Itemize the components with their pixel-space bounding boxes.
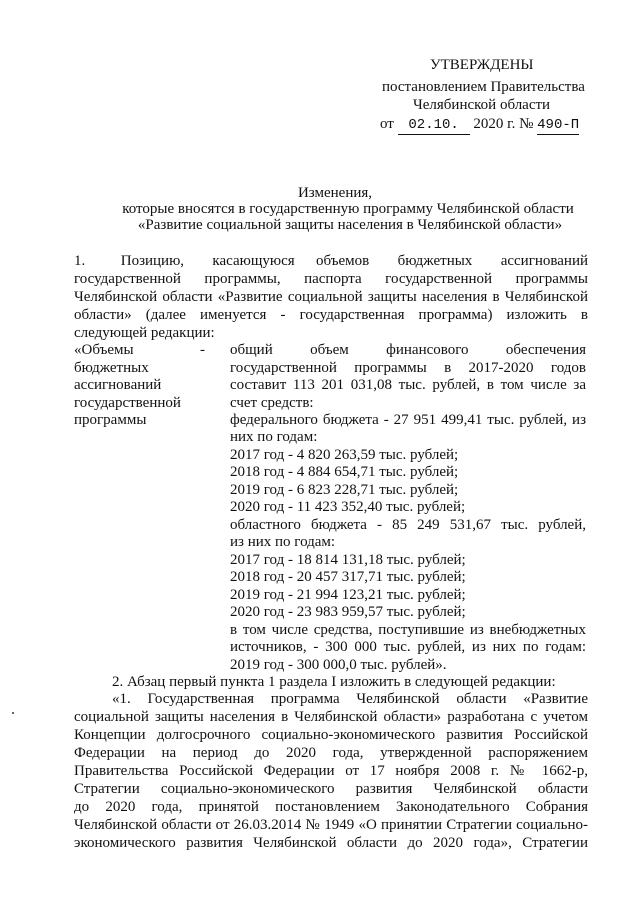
approval-title: УТВЕРЖДЕНЫ — [430, 57, 534, 73]
table-right-19: 2019 год - 300 000,0 тыс. рублей». — [230, 657, 447, 673]
para2-line-4: Концепции долгосрочного социально-экономического развития Российской — [74, 727, 588, 743]
para2-line-9: Челябинской области от 26.03.2014 № 1949 «О принятии Стратегии социально- — [74, 817, 588, 833]
para1-line-1: 1. Позицию, касающуюся объемов бюджетных ассигнований — [74, 253, 588, 269]
table-right-6: них по годам: — [230, 429, 318, 445]
approval-date-line — [380, 115, 579, 135]
heading-line-2: которые вносятся в государственную программу Челябинской области — [122, 201, 574, 217]
para2-line-6: Правительства Российской Федерации от 17 ноября 2008 г. № 1662-р, — [74, 763, 588, 779]
table-right-2: государственной программы в 2017-2020 годов — [230, 360, 586, 376]
table-right-17: в том числе средства, поступившие из внебюджетных — [230, 622, 586, 638]
table-right-16: 2020 год - 23 983 959,57 тыс. рублей; — [230, 604, 466, 620]
heading-line-3: «Развитие социальной защиты населения в Челябинской области» — [137, 217, 563, 233]
table-left-2: бюджетных — [74, 360, 149, 376]
table-right-8: 2018 год - 4 884 654,71 тыс. рублей; — [230, 464, 459, 480]
para2-line-1: 2. Абзац первый пункта 1 раздела I изложить в следующей редакции: — [112, 674, 556, 690]
para2-line-2: «1. Государственная программа Челябинской области «Развитие — [112, 691, 588, 707]
para2-line-7: Стратегии социально-экономического развития Челябинской области — [74, 781, 588, 797]
para1-line-2: государственной программы, паспорта государственной программы — [74, 271, 588, 287]
table-right-18: источников, - 300 000 тыс. рублей, из них по годам: — [230, 639, 586, 655]
approval-line-2: Челябинской области — [413, 97, 551, 113]
table-right-3: составит 113 201 031,08 тыс. рублей, в том числе за — [230, 377, 586, 393]
table-right-15: 2019 год - 21 994 123,21 тыс. рублей; — [230, 587, 466, 603]
approval-line-1: постановлением Правительства — [382, 79, 585, 95]
table-left-5: программы — [74, 412, 147, 428]
table-left-3: ассигнований — [74, 377, 162, 393]
para2-line-3: социальной защиты населения в Челябинской области» разработана с учетом — [74, 709, 588, 725]
approval-number: 490-П — [537, 117, 580, 133]
para1-line-3: Челябинской области «Развитие социальной защиты населения в Челябинской — [74, 289, 588, 305]
para2-line-10: экономического развития Челябинской области до 2020 года», Стратегии — [74, 835, 588, 851]
table-right-1: общий объем финансового обеспечения — [230, 342, 586, 358]
approval-date: 02.10. — [398, 116, 470, 135]
table-left-1: «Объемы — [74, 342, 134, 358]
approval-date-prefix: от — [380, 116, 394, 132]
table-left-4: государственной — [74, 395, 181, 411]
table-right-12: из них по годам: — [230, 534, 336, 550]
table-right-10: 2020 год - 11 423 352,40 тыс. рублей; — [230, 499, 466, 515]
approval-year: 2020 г. № — [473, 116, 534, 132]
para2-line-8: до 2020 года, принятой постановлением Законодательного Собрания — [74, 799, 588, 815]
table-right-9: 2019 год - 6 823 228,71 тыс. рублей; — [230, 482, 459, 498]
table-right-14: 2018 год - 20 457 317,71 тыс. рублей; — [230, 569, 466, 585]
table-right-11: областного бюджета - 85 249 531,67 тыс. рублей, — [230, 517, 586, 533]
para1-line-4: области» (далее именуется - государственная программа) изложить в — [74, 307, 588, 323]
table-right-13: 2017 год - 18 814 131,18 тыс. рублей; — [230, 552, 466, 568]
para1-line-5: следующей редакции: — [74, 325, 215, 341]
table-right-7: 2017 год - 4 820 263,59 тыс. рублей; — [230, 447, 459, 463]
table-left-dash: - — [200, 342, 205, 358]
para2-line-5: Федерации на период до 2020 года, утвержденной распоряжением — [74, 745, 588, 761]
scan-speck — [12, 712, 14, 714]
table-right-5: федерального бюджета - 27 951 499,41 тыс. рублей, из — [230, 412, 586, 428]
table-right-4: счет средств: — [230, 395, 314, 411]
heading-line-1: Изменения, — [297, 185, 373, 201]
